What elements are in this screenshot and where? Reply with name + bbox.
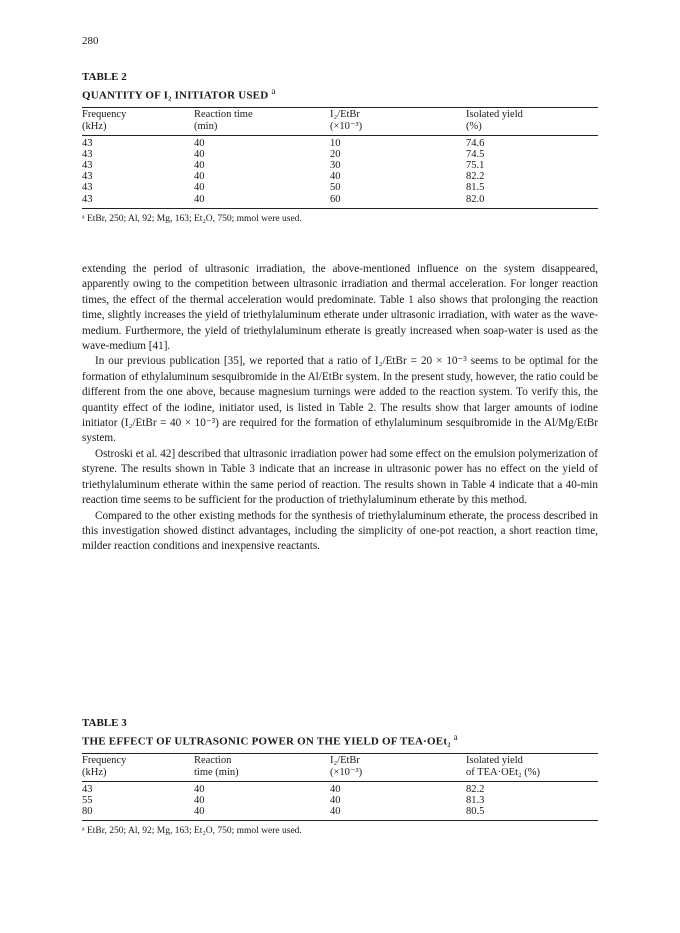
column-header-line: Reaction [194,754,232,766]
table-row [82,182,598,193]
column-header [330,107,466,135]
table-cell: 40 [194,171,205,183]
table-row [82,149,598,160]
table-cell: 30 [330,160,341,172]
table-2-header-row [82,107,598,135]
column-header-line: Frequency [82,754,127,766]
column-header [330,753,466,781]
table-row [82,781,598,795]
table-cell: 40 [330,171,341,183]
table-cell: 74.6 [466,137,485,149]
table-row [82,171,598,182]
column-header-line: time (min) [194,766,239,778]
table-cell: 40 [194,148,205,160]
column-header-line: I₂/EtBr [330,754,360,766]
column-header-line: (kHz) [82,766,107,778]
table-cell: 43 [82,160,93,172]
table-cell: 40 [194,806,205,818]
table-cell: 82.0 [466,193,485,205]
table-cell: 43 [82,137,93,149]
table-row [82,135,598,149]
table-cell: 40 [194,182,205,194]
table-2 [82,70,598,224]
paragraph-3: Ostroski et al. 42] described that ultrasonic irradiation power had some effect on the emulsion polymerization of styrene. The results shown in Table 3 indicate that an increase in ultrasonic power has no effect on the yield of triethylaluminum etherate within the same period of reaction. The results shown in Table 4 indicate that a 40-min reaction time seems to be sufficient for the production of triethylaluminum etherate by this method. [82,447,598,507]
table-cell: 74.5 [466,148,485,160]
table-2-caption: QUANTITY OF I₂ INITIATOR USED $^a$ [82,86,276,102]
table-cell: 43 [82,783,93,795]
table-2-body [82,135,598,208]
table-cell: 75.1 [466,160,485,172]
column-header-line: (×10⁻³) [330,766,363,778]
table-2-title: TABLE 2 [82,71,127,83]
table-3-header-row [82,753,598,781]
paragraph-4: Compared to the other existing methods for the synthesis of triethylaluminum etherate, the process described in this investigation showed distinct advantages, including the simplicity of one-pot reaction, a short reaction time, milder reaction conditions and inexpensive reactants. [82,509,598,553]
column-header-line: of TEA·OEt₂ (%) [466,766,541,778]
table-cell: 40 [330,794,341,806]
column-header-line: Isolated yield [466,754,523,766]
table-row [82,194,598,209]
table-3 [82,716,598,836]
table-row [82,795,598,806]
table-cell: 40 [194,794,205,806]
column-header-line: (×10⁻³) [330,120,363,132]
table-cell: 82.2 [466,783,485,795]
table-cell: 40 [330,783,341,795]
table-cell: 50 [330,182,341,194]
table-2-footnote: ᵃ EtBr, 250; Al, 92; Mg, 163; Et₂O, 750; mmol were used. [82,213,302,224]
column-header-line: (%) [466,120,482,132]
table-cell: 43 [82,193,93,205]
table-row [82,160,598,171]
column-header [466,107,598,135]
table-3-title: TABLE 3 [82,717,127,729]
paragraph-1: extending the period of ultrasonic irradiation, the above-mentioned influence on the system disappeared, apparently owing to the competition between ultrasonic irradiation and thermal acceleration. For longer reaction times, the effect of the thermal acceleration would predominate. Table 1 also shows that prolonging the reaction time, slightly increases the yield of triethylaluminum etherate under ultrasonic irradiation, with water as the wave-medium. Furthermore, the yield of triethylaluminum etherate is greatly increased when soap-water is used as the wave-medium [41]. [82,263,598,353]
body-text [82,262,598,555]
table-cell: 10 [330,137,341,149]
column-header-line: (min) [194,120,218,132]
page-number: 280 [82,35,99,47]
table-cell: 81.3 [466,794,485,806]
table-cell: 40 [194,193,205,205]
table-cell: 40 [194,137,205,149]
column-header [82,753,194,781]
table-cell: 80 [82,806,93,818]
table-cell: 20 [330,148,341,160]
table-cell: 55 [82,794,93,806]
column-header [194,107,330,135]
column-header-line: Reaction time [194,108,253,120]
table-3-footnote: ᵃ EtBr, 250; Al, 92; Mg, 163; Et₂O, 750; mmol were used. [82,826,302,837]
table-cell: 40 [194,160,205,172]
table-cell: 40 [194,783,205,795]
table-cell: 81.5 [466,182,485,194]
table-3-grid [82,753,598,822]
table-3-body [82,781,598,821]
table-3-caption: THE EFFECT OF ULTRASONIC POWER ON THE YIELD OF TEA·OEt₂ $^a$ [82,732,458,748]
column-header [82,107,194,135]
table-cell: 43 [82,182,93,194]
paragraph-2: In our previous publication [35], we reported that a ratio of I₂/EtBr = 20 × 10⁻³ seems to be optimal for the formation of ethylaluminum sesquibromide in the Al/EtBr system. In the present study, however, the ratio could be different from the one above, because magnesium turnings were added to the reaction system. To verify this, the quantity effect of the iodine, initiator used, is listed in Table 2. The results show that larger amounts of iodine initiator (I₂/EtBr = 40 × 10⁻³) are required for the formation of ethylaluminum sesquibromide in the Al/Mg/EtBr system. [82,355,598,445]
column-header-line: I₂/EtBr [330,108,360,120]
column-header-line: Isolated yield [466,108,523,120]
table-cell: 43 [82,171,93,183]
column-header-line: (kHz) [82,120,107,132]
table-cell: 40 [330,806,341,818]
table-cell: 43 [82,148,93,160]
table-row [82,806,598,821]
table-cell: 82.2 [466,171,485,183]
table-cell: 60 [330,193,341,205]
table-cell: 80.5 [466,806,485,818]
column-header-line: Frequency [82,108,127,120]
table-2-grid [82,107,598,209]
column-header [194,753,330,781]
column-header [466,753,598,781]
